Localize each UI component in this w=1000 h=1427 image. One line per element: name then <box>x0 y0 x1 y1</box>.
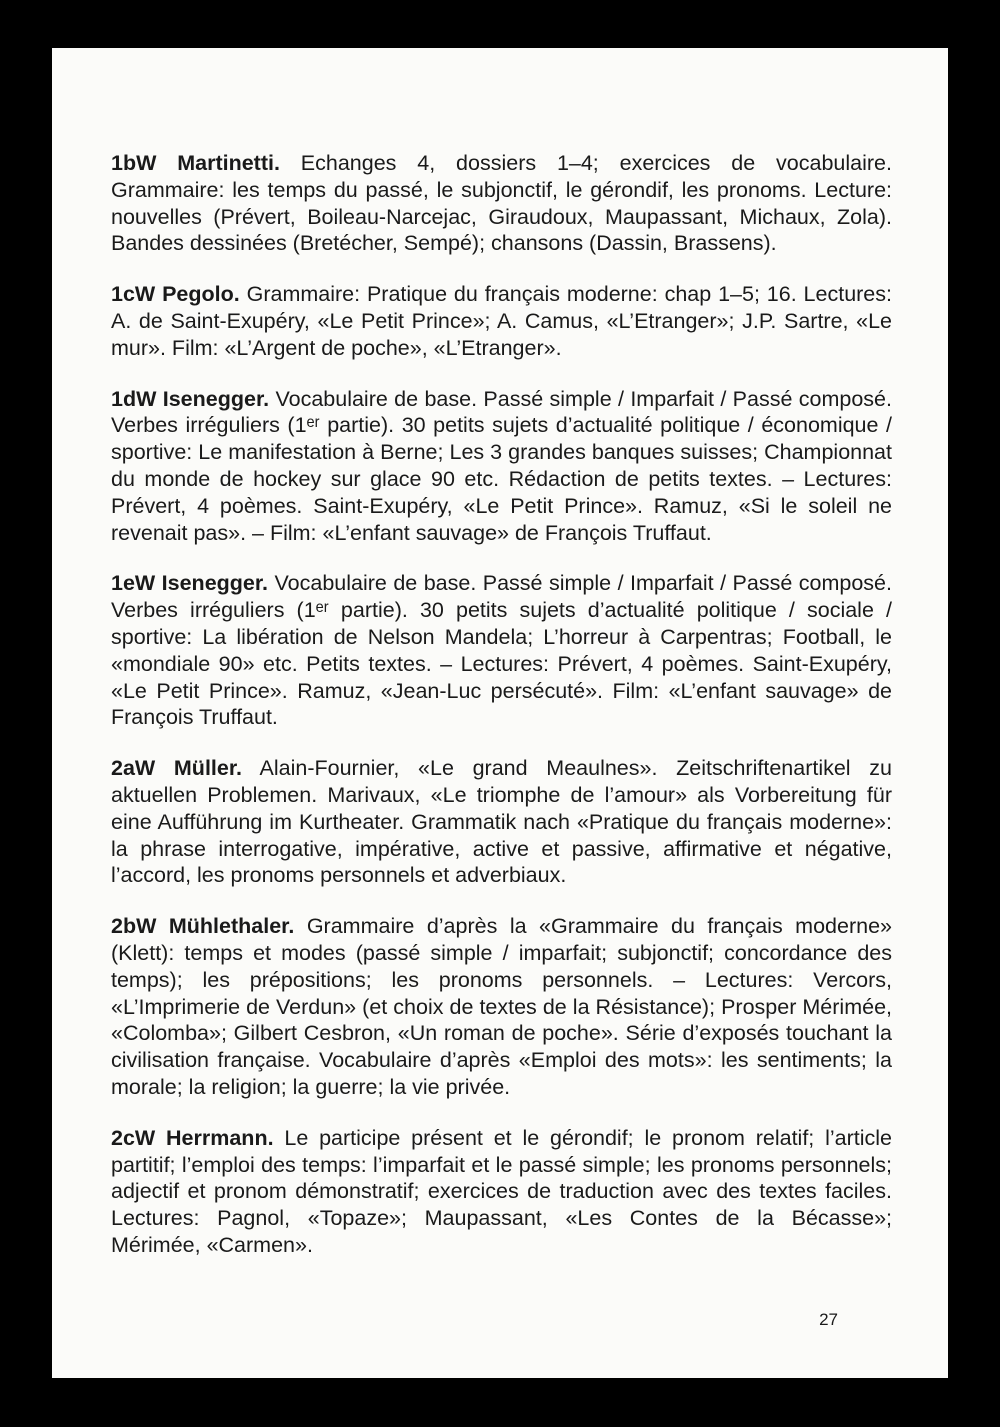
course-entry-2cw <box>111 1125 892 1259</box>
course-entry-2aw <box>111 755 892 889</box>
course-head: 2bW Mühlethaler. <box>111 914 295 939</box>
course-text: Vocabulaire de base. Passé simple / Imparfait / Passé composé. Verbes irréguliers (1ᵉʳ partie). 30 petits sujets d’actualité politique / sociale / sportive: La libération de Nelson Mandela; L’horreur à Carpentras; Football, le «mondiale 90» etc. Petits textes. – Lectures: Prévert, 4 poèmes. Saint-Exupéry, «Le Petit Prince». Ramuz, «Jean-Luc persécuté». Film: «L’enfant sauvage» de François Truffaut. <box>111 571 892 730</box>
course-head: 2aW Müller. <box>111 756 243 781</box>
course-head: 1cW Pegolo. <box>111 282 240 307</box>
course-head: 1bW Martinetti. <box>111 151 280 175</box>
page-number: 27 <box>819 1310 838 1329</box>
course-text: Alain-Fournier, «Le grand Meaulnes». Zeitschriftenartikel zu aktuellen Problemen. Marivaux, «Le triomphe de l’amour» als Vorbereitung für eine Aufführung im Kurtheater. Grammatik nach «Pratique du français moderne»: la phrase interrogative, impérative, active et passive, affirmative et négative, l’accord, les pronoms personnels et adverbiaux. <box>111 756 892 888</box>
course-text: Le participe présent et le gérondif; le pronom relatif; l’article partitif; l’emploi des temps: l’imparfait et le passé simple; les pronoms personnels; adjectif et pronom démonstratif; exercices de traduction avec des textes faciles. Lectures: Pagnol, «Topaze»; Maupassant, «Les Contes de la Bécasse»; Mérimée, «Carmen». <box>111 1125 892 1257</box>
course-text: Grammaire: Pratique du français moderne: chap 1–5; 16. Lectures: A. de Saint-Exupéry, «Le Petit Prince»; A. Camus, «L’Etranger»; J.P. Sartre, «Le mur». Film: «L’Argent de poche», «L’Etranger». <box>111 282 892 360</box>
course-entry-1ew <box>111 570 892 731</box>
document-page <box>52 48 948 1378</box>
course-entry-2bw <box>111 913 892 1101</box>
course-text: Echanges 4, dossiers 1–4; exercices de vocabulaire. Grammaire: les temps du passé, le subjonctif, le gérondif, les pronoms. Lecture: nouvelles (Prévert, Boileau-Narcejac, Giraudoux, Maupassant, Michaux, Zola). Bandes dessinées (Bretécher, Sempé); chansons (Dassin, Brassens). <box>111 151 892 256</box>
course-head: 1eW Isenegger. <box>111 571 269 596</box>
course-head: 2cW Herrmann. <box>111 1125 274 1150</box>
course-list <box>111 150 892 1283</box>
course-entry-1dw <box>111 386 892 547</box>
course-head: 1dW Isenegger. <box>111 386 270 411</box>
course-text: Grammaire d’après la «Grammaire du français moderne» (Klett): temps et modes (passé simple / imparfait; subjonctif; concordance des temps); les prépositions; les pronoms personnels. – Lectures: Vercors, «L’Imprimerie de Verdun» (et choix de textes de la Résistance); Prosper Mérimée, «Colomba»; Gilbert Cesbron, «Un roman de poche». Série d’exposés touchant la civilisation française. Vocabulaire d’après «Emploi des mots»: les sentiments; la morale; la religion; la guerre; la vie privée. <box>111 914 892 1099</box>
course-entry-1bw <box>111 150 892 257</box>
course-text: Vocabulaire de base. Passé simple / Imparfait / Passé composé. Verbes irréguliers (1ᵉʳ partie). 30 petits sujets d’actualité politique / économique / sportive: Le manifestation à Berne; Les 3 grandes banques suisses; Championnat du monde de hockey sur glace 90 etc. Rédaction de petits textes. – Lectures: Prévert, 4 poèmes. Saint-Exupéry, «Le Petit Prince». Ramuz, «Si le soleil ne revenait pas». – Film: «L’enfant sauvage» de François Truffaut. <box>111 386 892 545</box>
course-entry-1cw <box>111 281 892 361</box>
